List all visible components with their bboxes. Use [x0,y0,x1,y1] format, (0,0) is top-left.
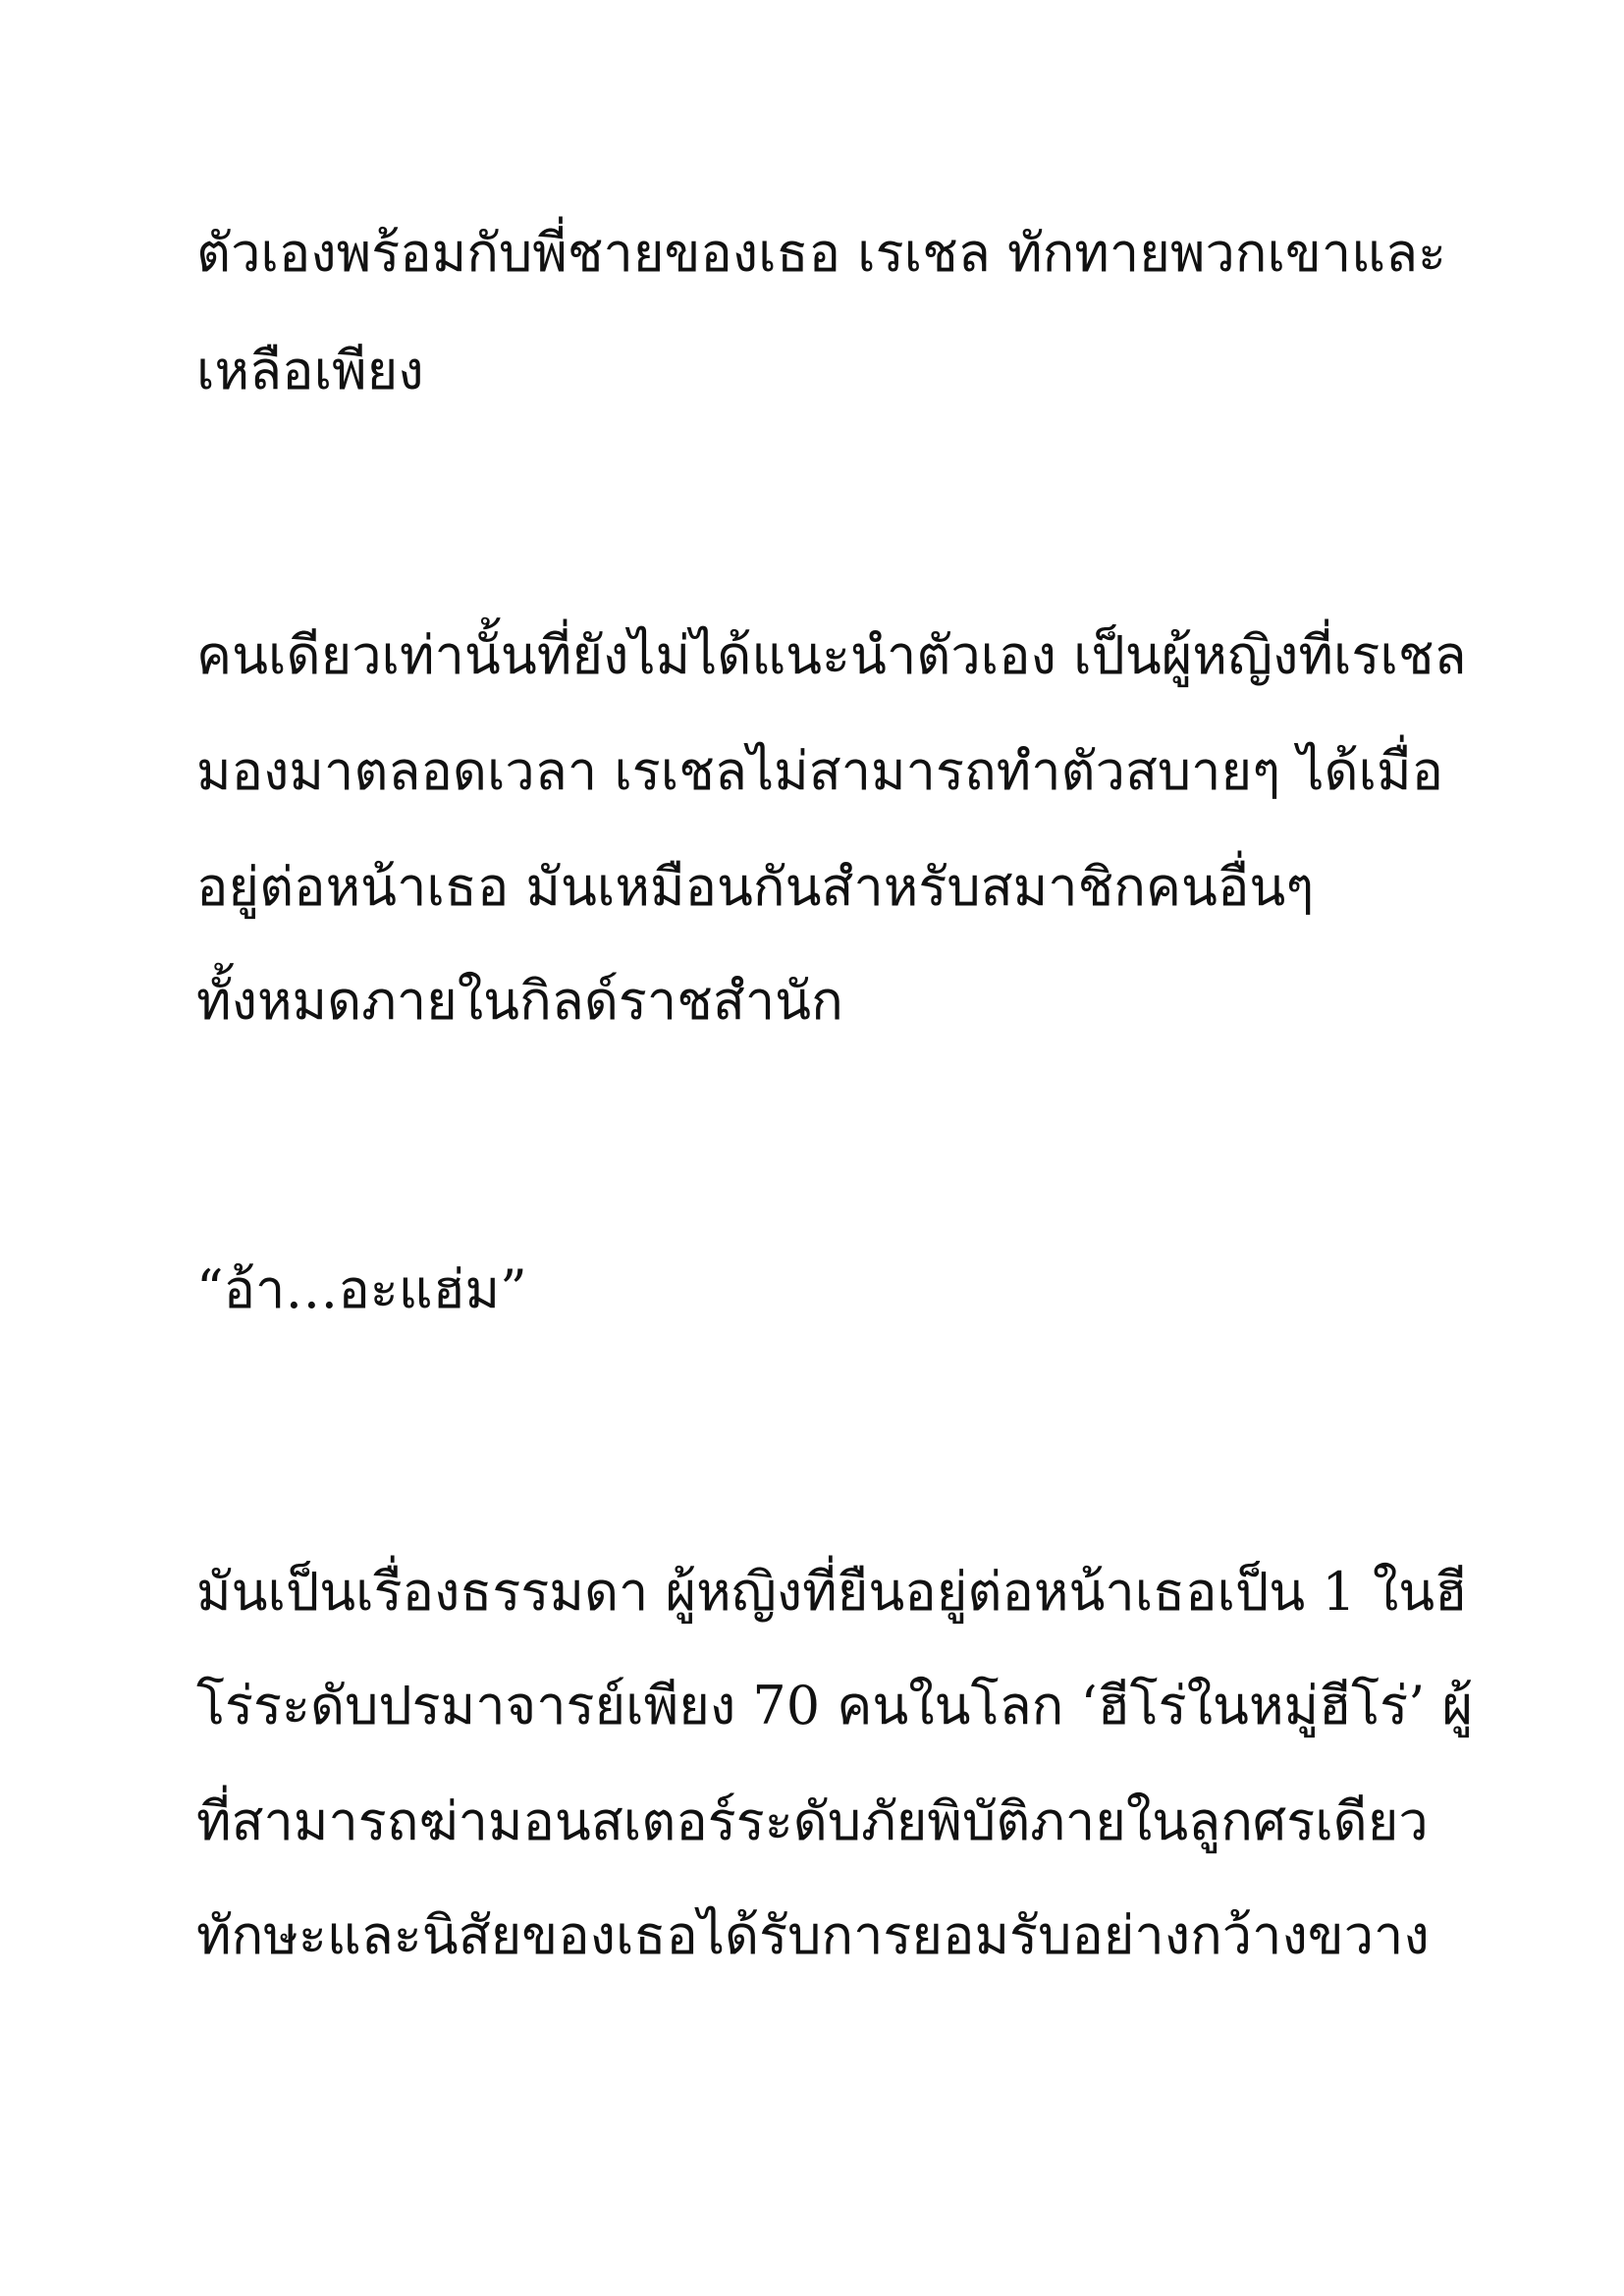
paragraph-2-line-3: อยู่ต่อหน้าเธอ มันเหมือนกันสำหรับสมาชิกคนอื่นๆ [196,856,1315,918]
paragraph-3-line-1: “อ้า…อะแฮ่ม” [196,1258,527,1320]
paragraph-4-line-3: ที่สามารถฆ่ามอนสเตอร์ระดับภัยพิบัติภายในลูกศรเดียว [196,1790,1429,1852]
paragraph-4-line-1: มันเป็นเรื่องธรรมดา ผู้หญิงที่ยืนอยู่ต่อหน้าเธอเป็น 1 ในฮี [196,1561,1468,1623]
paragraph-2-line-1: คนเดียวเท่านั้นที่ยังไม่ได้แนะนำตัวเอง เป็นผู้หญิงที่เรเชล [196,624,1467,686]
paragraph-2-line-4: ทั้งหมดภายในกิลด์ราชสำนัก [196,970,843,1032]
paragraph-1-line-2: เหลือเพียง [196,340,424,401]
paragraph-1-line-1: ตัวเองพร้อมกับพี่ชายของเธอ เรเชล ทักทายพวกเขาและ [196,222,1447,284]
paragraph-4-line-4: ทักษะและนิสัยของเธอได้รับการยอมรับอย่างกว้างขวาง [196,1904,1430,1966]
paragraph-4-line-2: โร่ระดับปรมาจารย์เพียง 70 คนในโลก ‘ฮีโร่ในหมู่ฮีโร่’ ผู้ [196,1675,1474,1736]
paragraph-2-line-2: มองมาตลอดเวลา เรเชลไม่สามารถทำตัวสบายๆ ได้เมื่อ [196,740,1444,802]
